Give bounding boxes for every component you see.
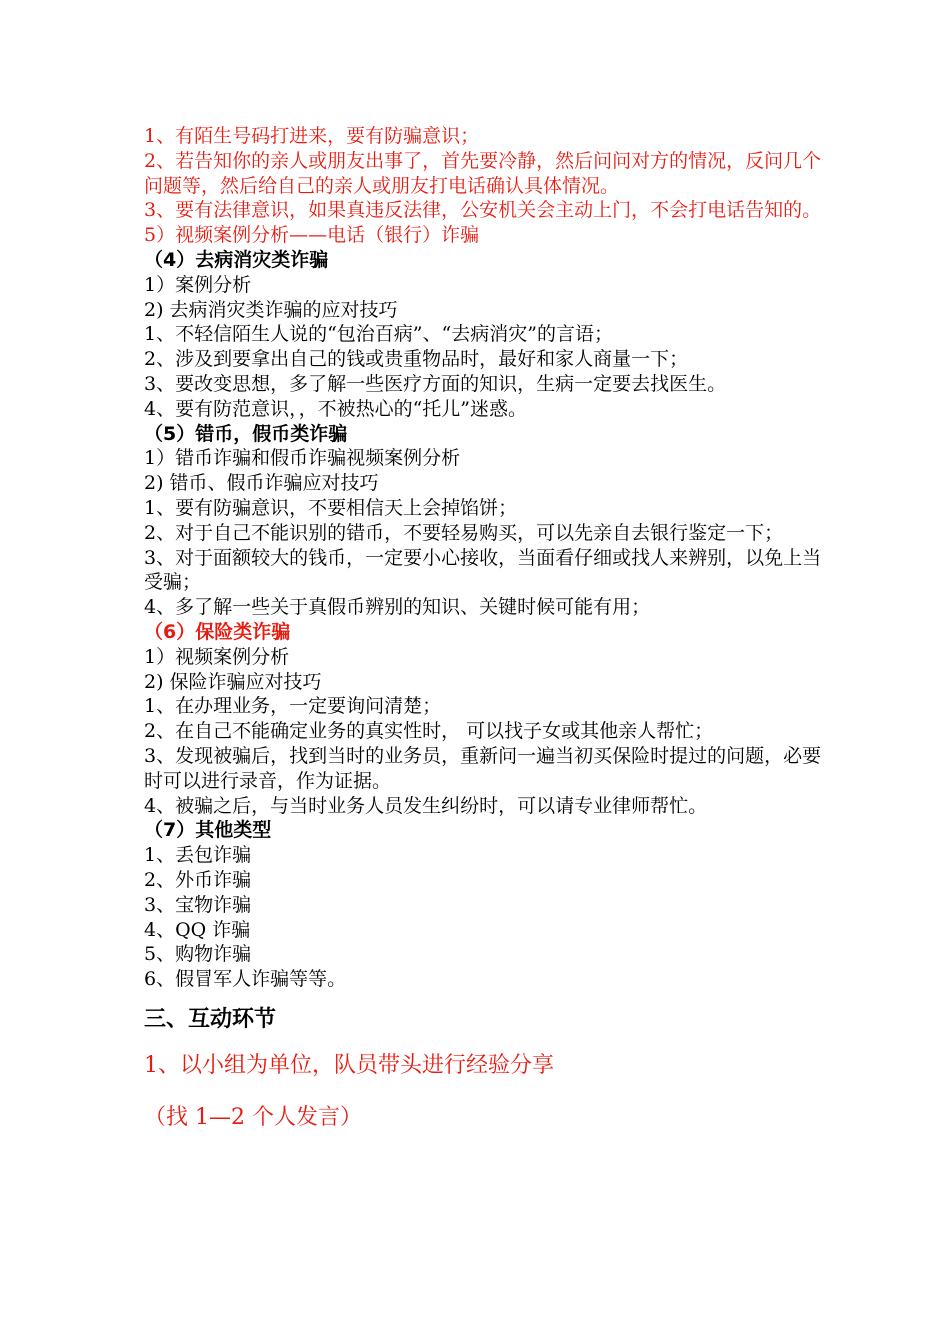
text-line: 2、在自己不能确定业务的真实性时， 可以找子女或其他亲人帮忙；	[144, 720, 714, 743]
text-line: 3、要改变思想，多了解一些医疗方面的知识，生病一定要去找医生。	[144, 372, 727, 395]
text-line: 6、假冒军人诈骗等等。	[144, 968, 347, 991]
text-line: 2、若告知你的亲人或朋友出事了，首先要冷静，然后问问对方的情况，反问几个问题等，然后给自己的亲人或朋友打电话确认具体情况。	[144, 149, 822, 197]
text-line: 5、购物诈骗	[144, 943, 252, 966]
text-line: 3、发现被骗后，找到当时的业务员，重新问一遍当初买保险时提过的问题，必要时可以进行录音，作为证据。	[144, 744, 822, 792]
text-line: 2、涉及到要拿出自己的钱或贵重物品时，最好和家人商量一下；	[144, 348, 689, 371]
text-line: 2、外币诈骗	[144, 868, 252, 891]
document-page	[144, 124, 824, 1133]
text-line: 3、对于面额较大的钱币，一定要小心接收，当面看仔细或找人来辨别，以免上当受骗；	[144, 546, 822, 594]
text-line: 4、被骗之后，与当时业务人员发生纠纷时，可以请专业律师帮忙。	[144, 794, 708, 817]
text-line: （7）其他类型	[144, 819, 272, 842]
text-line: 4、QQ 诈骗	[144, 918, 251, 941]
text-line: 1）错币诈骗和假币诈骗视频案例分析	[144, 447, 461, 470]
text-line: 1、有陌生号码打进来，要有防骗意识；	[144, 125, 480, 147]
text-line: 3、要有法律意识，如果真违反法律，公安机关会主动上门，不会打电话告知的。	[144, 199, 822, 222]
text-line: 2) 错币、假币诈骗应对技巧	[144, 472, 379, 495]
text-line: 1）视频案例分析	[144, 645, 290, 668]
text-line: 2) 保险诈骗应对技巧	[144, 670, 322, 693]
content-lines	[144, 124, 824, 992]
text-line: （5）错币，假币类诈骗	[144, 422, 348, 445]
activity-item: 1、以小组为单位，队员带头进行经验分享	[144, 1052, 554, 1078]
text-line: 4、要有防范意识，，不被热心的“托儿”迷惑。	[144, 397, 528, 420]
text-line: （6）保险类诈骗	[144, 620, 291, 643]
text-line: （4）去病消灾类诈骗	[144, 248, 329, 271]
text-line: 4、多了解一些关于真假币辨别的知识、关键时候可能有用；	[144, 596, 651, 619]
text-line: 1）案例分析	[144, 273, 252, 296]
activity-note: （找 1—2 个人发言）	[144, 1104, 362, 1130]
text-line: 2) 去病消灾类诈骗的应对技巧	[144, 298, 398, 321]
text-line: 2、对于自己不能识别的错币，不要轻易购买，可以先亲自去银行鉴定一下；	[144, 521, 784, 544]
section-title: 三、互动环节	[144, 1006, 277, 1032]
text-line: 3、宝物诈骗	[144, 893, 252, 916]
text-line: 1、不轻信陌生人说的“包治百病”、“去病消灾”的言语；	[144, 323, 613, 346]
text-line: 1、要有防骗意识，不要相信天上会掉馅饼；	[144, 496, 518, 519]
text-line: 1、丢包诈骗	[144, 844, 252, 867]
text-line: 1、在办理业务，一定要询问清楚；	[144, 695, 442, 718]
text-line: 5）视频案例分析——电话（银行）诈骗	[144, 224, 480, 247]
